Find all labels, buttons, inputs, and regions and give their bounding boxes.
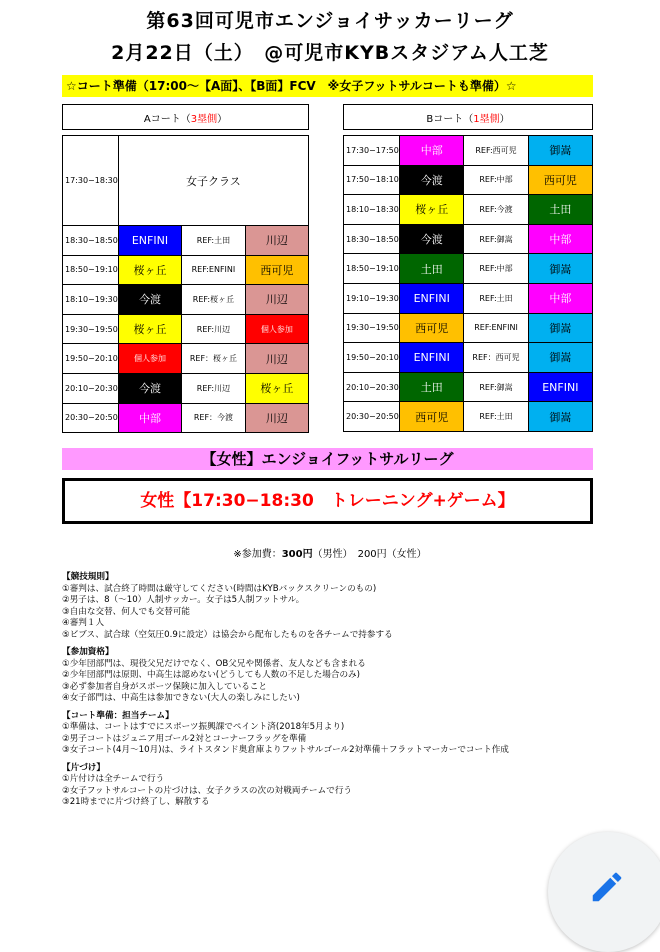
match-time: 17:50−18:10 [344,165,400,195]
team-cell: 西可児 [245,255,308,285]
team-cell: ENFINI [400,283,464,313]
referee-cell: REF:御嵩 [464,224,528,254]
rule-item: ②男子は、8（〜10）人制サッカー。女子は5人制フットサル。 [62,595,305,605]
court-b-label-suffix: ） [499,113,510,125]
team-cell: 御嵩 [528,136,592,166]
fee-prefix: ※参加費： [233,549,282,560]
match-row [344,283,593,313]
rule-item: ③女子コート(4月〜10月)は、ライトスタンド奥倉庫よりフットサルゴール2対準備＋フラットマーカーでコート作成 [62,745,509,755]
rules-heading: 【参加資格】 [62,647,114,657]
team-cell: 御嵩 [528,254,592,284]
fee-female: 200円（女性） [357,549,427,560]
team-cell: 御嵩 [528,402,592,432]
team-cell: 今渡 [118,373,181,403]
match-row [344,136,593,166]
match-row [63,314,309,344]
match-row [344,343,593,373]
match-time: 20:30−20:50 [344,402,400,432]
match-time: 19:30−19:50 [63,314,119,344]
rule-item: ①準備は、コートはすでにスポーツ振興課でペイント済(2018年5月より) [62,722,345,732]
match-row [63,344,309,374]
rules-heading: 【コート準備：担当チーム】 [62,710,174,721]
match-time: 18:50−19:10 [63,255,119,285]
fee-male-label: （男性） [312,549,358,560]
match-row [344,313,593,343]
referee-cell: REF:中部 [464,254,528,284]
fee-male-amount: 300円 [281,549,313,560]
match-time: 17:30−17:50 [344,136,400,166]
court-notice: ☆コート準備（17:00～【A面】、【B面】FCV ※女子フットサルコートも準備）☆ [62,75,593,97]
team-cell: ENFINI [528,372,592,402]
match-row [63,285,309,315]
rule-item: ③21時までに片づけ終了し、解散する [62,797,210,807]
referee-cell: REF:西可児 [464,136,528,166]
rule-item: ①片付けは全チームで行う [62,774,165,784]
court-b-side: 1塁側 [473,113,500,125]
referee-cell: REF：桜ヶ丘 [182,344,246,374]
court-a-label-suffix: ） [217,113,228,125]
rule-item: ①審判は、試合終了時間は厳守してください(時間はKYBバックスクリーンのもの) [62,583,377,594]
team-cell: 土田 [528,195,592,225]
rules-heading: 【競技規則】 [62,572,114,582]
referee-cell: REF:川辺 [182,314,246,344]
team-cell: 中部 [528,224,592,254]
team-cell: 川辺 [245,403,308,433]
team-cell: 桜ヶ丘 [245,373,308,403]
court-b-table [343,104,593,432]
match-row [344,165,593,195]
referee-cell: REF:今渡 [464,195,528,225]
womens-time: 17:30−18:30 [63,136,119,226]
match-row [344,254,593,284]
match-row [344,372,593,402]
match-time: 18:10−19:30 [63,285,119,315]
edit-fab-button[interactable] [548,832,660,952]
rule-item: ⑤ビブス、試合球（空気圧0.9に設定）は協会から配布したものを各チームで持参する [62,629,393,640]
team-cell: ENFINI [118,226,181,256]
rules-heading: 【片づけ】 [62,762,105,773]
rule-item: ②女子フットサルコートの片づけは、女子クラスの次の対戦両チームで行う [62,785,353,796]
rule-item: ③自由な交替、何人でも交替可能 [62,606,191,617]
match-row [63,255,309,285]
match-time: 18:30−18:50 [63,226,119,256]
referee-cell: REF：今渡 [182,403,246,433]
match-time: 19:50−20:10 [344,343,400,373]
match-row [344,402,593,432]
match-time: 18:30−18:50 [344,224,400,254]
match-time: 19:30−19:50 [344,313,400,343]
team-cell: 中部 [528,283,592,313]
match-time: 20:10−20:30 [344,372,400,402]
team-cell: 桜ヶ丘 [118,314,181,344]
team-cell: 西可児 [400,313,464,343]
match-row [63,373,309,403]
match-row [63,226,309,256]
team-cell: 西可児 [528,165,592,195]
referee-cell: REF:中部 [464,165,528,195]
team-cell: 今渡 [118,285,181,315]
rules-section [62,572,582,815]
rule-item: ③必ず参加者自身がスポーツ保険に加入していること [62,681,268,692]
match-time: 20:30−20:50 [63,403,119,433]
team-cell: 中部 [118,403,181,433]
referee-cell: REF:桜ヶ丘 [182,285,246,315]
team-cell: 御嵩 [528,313,592,343]
match-row [63,403,309,433]
team-cell: 個人参加 [245,314,308,344]
referee-cell: REF:川辺 [182,373,246,403]
referee-cell: REF:御嵩 [464,372,528,402]
referee-cell: REF:土田 [464,283,528,313]
team-cell: 西可児 [400,402,464,432]
match-time: 18:10−18:30 [344,195,400,225]
page-subtitle: 2月22日（土） @可児市KYBスタジアム人工芝 [111,42,549,64]
match-row [344,224,593,254]
court-a-table [62,104,309,433]
participation-fee [0,545,660,560]
court-a-label: Aコート（ [143,113,191,125]
womens-session: 女性【17:30−18:30 トレーニング+ゲーム】 [62,478,593,524]
referee-cell: REF:ENFINI [182,255,246,285]
match-time: 19:10−19:30 [344,283,400,313]
match-time: 20:10−20:30 [63,373,119,403]
referee-cell: REF：西可児 [464,343,528,373]
team-cell: 今渡 [400,224,464,254]
rule-item: ④審判１人 [62,618,105,628]
rule-item: ②男子コートはジュニア用ゴール2対とコーナーフラッグを準備 [62,733,307,744]
team-cell: 川辺 [245,285,308,315]
court-a-side: 3塁側 [190,113,218,125]
team-cell: 御嵩 [528,343,592,373]
rule-item: ④女子部門は、中高生は参加できない(大人の楽しみにしたい) [62,693,300,703]
rule-item: ①少年団部門は、現役父兄だけでなく、OB父兄や関係者、友人なども含まれる [62,658,366,669]
page-title: 第63回可児市エンジョイサッカーリーグ [146,10,514,32]
team-cell: 土田 [400,372,464,402]
court-a-header [63,105,309,130]
referee-cell: REF:土田 [182,226,246,256]
pencil-icon [588,868,626,906]
womens-league-title: 【女性】エンジョイフットサルリーグ [62,448,593,470]
referee-cell: REF:ENFINI [464,313,528,343]
court-b-label: Bコート（ [426,113,474,125]
team-cell: 土田 [400,254,464,284]
team-cell: 個人参加 [118,344,181,374]
team-cell: 桜ヶ丘 [400,195,464,225]
court-b-header [344,105,593,130]
match-row [344,195,593,225]
womens-class: 女子クラス [118,136,308,226]
rule-item: ②少年団部門は原則、中高生は認めない(どうしても人数の不足した場合のみ) [62,670,361,680]
team-cell: 中部 [400,136,464,166]
team-cell: 川辺 [245,226,308,256]
match-time: 19:50−20:10 [63,344,119,374]
match-time: 18:50−19:10 [344,254,400,284]
team-cell: 今渡 [400,165,464,195]
team-cell: 桜ヶ丘 [118,255,181,285]
referee-cell: REF:土田 [464,402,528,432]
team-cell: ENFINI [400,343,464,373]
team-cell: 川辺 [245,344,308,374]
